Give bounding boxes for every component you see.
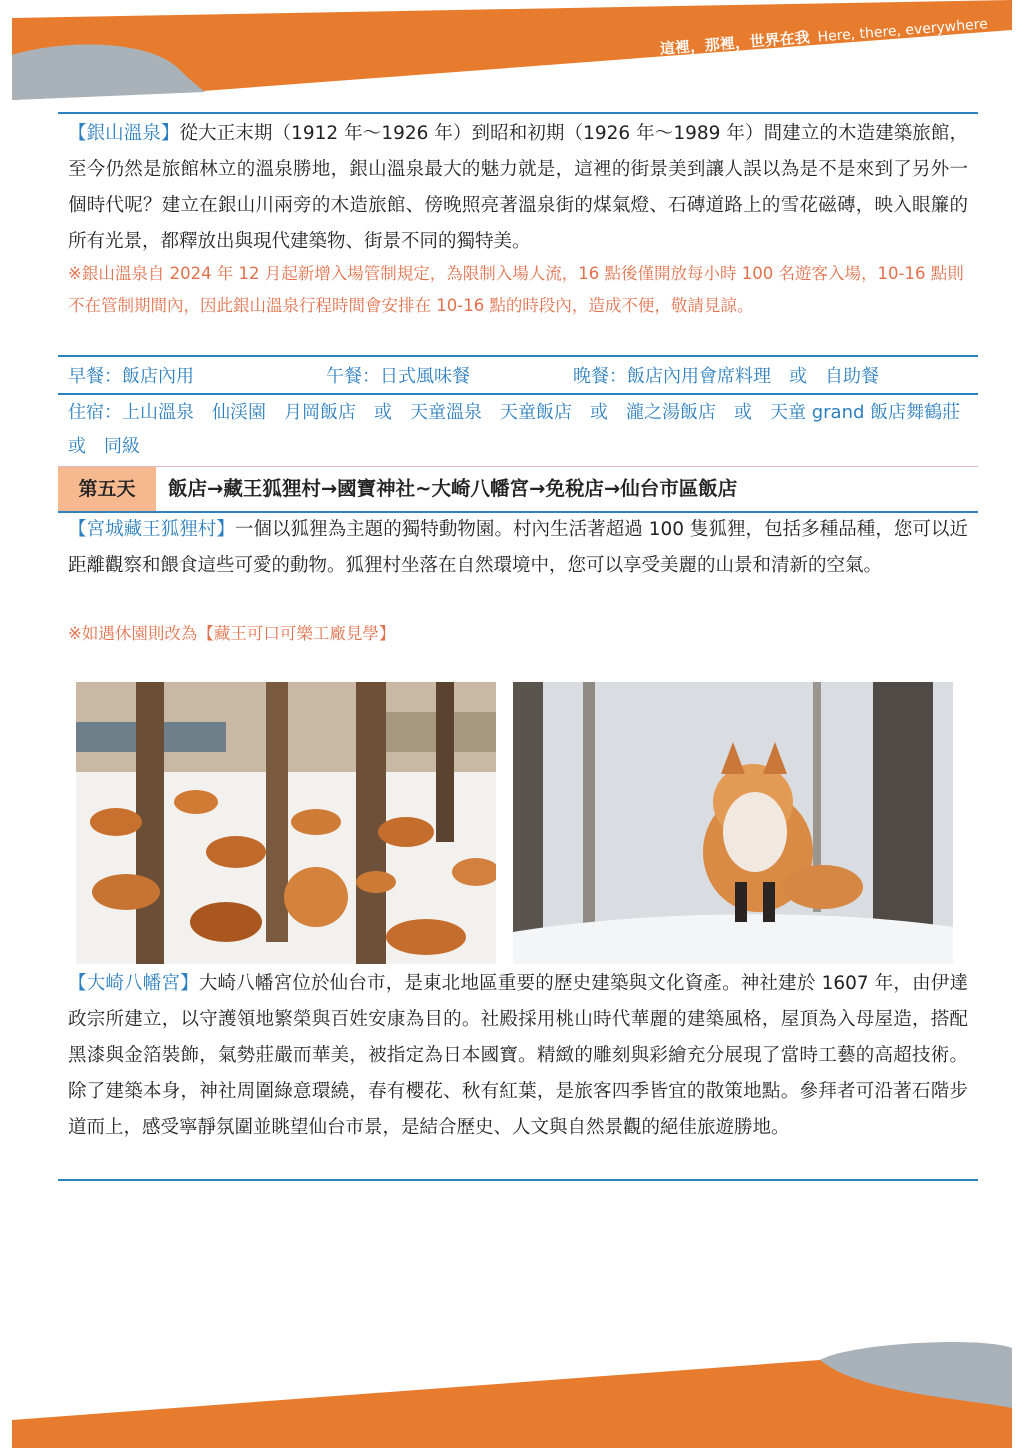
ginzan-note: ※銀山溫泉自 2024 年 12 月起新增入場管制規定，為限制入場人流，16 點後僅開放每小時 100 名遊客入場，10-16 點則不在管制期間內，因此銀山溫泉行程時間會安排在 10-16 點的時段內，造成不便，敬請見諒。 <box>68 264 964 315</box>
divider <box>58 393 978 395</box>
ginzan-text: 從大正末期（1912 年～1926 年）到昭和初期（1926 年～1989 年）間建立的木造建築旅館，至今仍然是旅館林立的溫泉勝地，銀山溫泉最大的魅力就是，這裡的街景美到讓人誤以為是不是來到了另外一個時代呢？建立在銀山川兩旁的木造旅館、傍晚照亮著溫泉街的煤氣燈、石磚道路上的雪花磁磚，映入眼簾的所有光景，都釋放出與現代建築物、街景不同的獨特美。 <box>68 123 968 252</box>
fox-village-text: 一個以狐狸為主題的獨特動物園。村內生活著超過 100 隻狐狸，包括多種品種，您可以近距離觀察和餵食這些可愛的動物。狐狸村坐落在自然環境中，您可以享受美麗的山景和清新的空氣。 <box>68 519 968 576</box>
lunch: 午餐：日式風味餐 <box>326 366 470 387</box>
slogan-en: Here, there, everywhere <box>181 1376 353 1406</box>
dinner: 晚餐：飯店內用會席料理 或 自助餐 <box>573 366 879 387</box>
osaki-paragraph <box>68 966 968 1146</box>
fox-village-paragraph <box>68 512 968 584</box>
header-banner <box>0 0 1024 110</box>
fox-village-note: ※如遇休園則改為【藏王可口可樂工廠見學】 <box>68 624 396 643</box>
divider <box>58 355 978 357</box>
accommodation: 住宿：上山溫泉 仙渓園 月岡飯店 或 天童溫泉 天童飯店 或 瀧之湯飯店 或 天童 grand 飯店舞鶴莊 或 同級 <box>68 402 979 457</box>
osaki-tag: 【大崎八幡宮】 <box>68 973 199 994</box>
fox-village-tag: 【宮城藏王狐狸村】 <box>68 519 235 540</box>
fox-snow-photo <box>513 682 953 964</box>
ginzan-tag: 【銀山溫泉】 <box>68 123 180 144</box>
ginzan-paragraph <box>68 116 968 260</box>
osaki-text: 大崎八幡宮位於仙台市，是東北地區重要的歷史建築與文化資產。神社建於 1607 年，由伊達政宗所建立，以守護領地繁榮與百姓安康為目的。社殿採用桃山時代華麗的建築風格，屋頂為入母屋造，搭配黑漆與金箔裝飾，氣勢莊嚴而華美，被指定為日本國寶。精緻的雕刻與彩繪充分展現了當時工藝的高超技術。除了建築本身，神社周圍綠意環繞，春有櫻花、秋有紅葉，是旅客四季皆宜的散策地點。參拜者可沿著石階步道而上，感受寧靜氛圍並眺望仙台市景，是結合歷史、人文與自然景觀的絕佳旅遊勝地。 <box>68 973 968 1138</box>
breakfast: 早餐：飯店內用 <box>68 366 194 387</box>
slogan-en: Here, there, everywhere <box>817 16 989 46</box>
divider <box>58 112 978 114</box>
slogan-zh: 這裡，那裡，世界在我 <box>659 28 811 58</box>
slogan-zh: 這裡，那裡，世界在我 <box>23 1388 175 1418</box>
day-route: 飯店→藏王狐狸村→國寶神社~大崎八幡宮→免稅店→仙台市區飯店 <box>168 477 738 500</box>
fox-village-photo <box>76 682 496 964</box>
divider <box>58 1179 978 1181</box>
meals-row <box>68 360 968 394</box>
day-badge: 第五天 <box>58 467 156 511</box>
day-header <box>58 466 978 513</box>
